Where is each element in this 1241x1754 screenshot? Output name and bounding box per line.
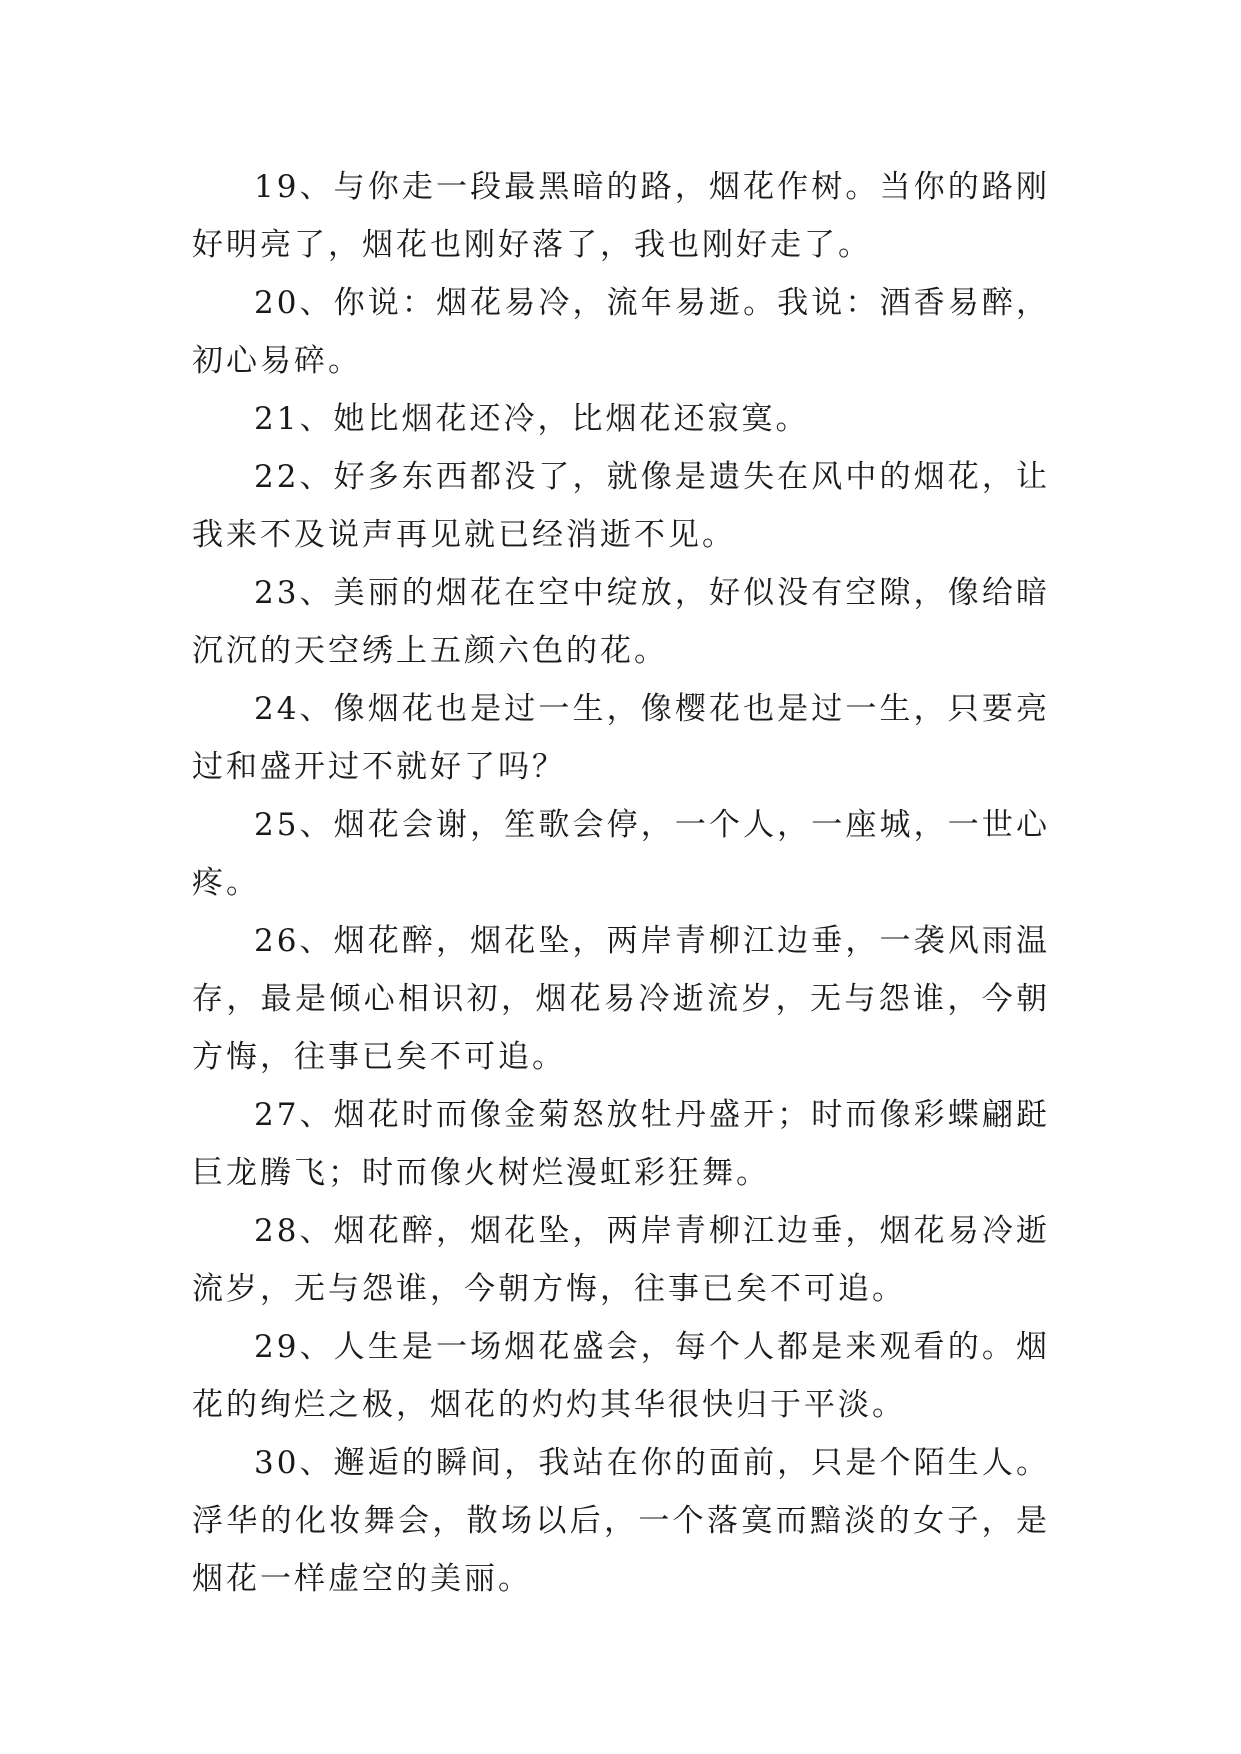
paragraph-27: 27、烟花时而像金菊怒放牡丹盛开；时而像彩蝶翩跹巨龙腾飞；时而像火树烂漫虹彩狂舞。: [192, 1097, 1050, 1191]
document-body: [192, 158, 1050, 1608]
paragraph-22: 22、好多东西都没了，就像是遗失在风中的烟花，让我来不及说声再见就已经消逝不见。: [192, 459, 1050, 553]
paragraph-30: 30、邂逅的瞬间，我站在你的面前，只是个陌生人。浮华的化妆舞会，散场以后，一个落寞而黯淡的女子，是烟花一样虚空的美丽。: [192, 1445, 1050, 1597]
paragraph-19: 19、与你走一段最黑暗的路，烟花作树。当你的路刚好明亮了，烟花也刚好落了，我也刚好走了。: [192, 169, 1050, 263]
paragraph-26: 26、烟花醉，烟花坠，两岸青柳江边垂，一袭风雨温存，最是倾心相识初，烟花易冷逝流岁，无与怨谁，今朝方悔，往事已矣不可追。: [192, 923, 1050, 1075]
paragraph-28: 28、烟花醉，烟花坠，两岸青柳江边垂，烟花易冷逝流岁，无与怨谁，今朝方悔，往事已矣不可追。: [192, 1213, 1050, 1307]
paragraph-29: 29、人生是一场烟花盛会，每个人都是来观看的。烟花的绚烂之极，烟花的灼灼其华很快归于平淡。: [192, 1329, 1050, 1423]
paragraph-23: 23、美丽的烟花在空中绽放，好似没有空隙，像给暗沉沉的天空绣上五颜六色的花。: [192, 575, 1050, 669]
paragraph-25: 25、烟花会谢，笙歌会停，一个人，一座城，一世心疼。: [192, 807, 1050, 901]
paragraph-21: 21、她比烟花还冷，比烟花还寂寞。: [254, 401, 810, 437]
paragraph-20: 20、你说：烟花易冷，流年易逝。我说：酒香易醉，初心易碎。: [192, 285, 1050, 379]
paragraph-24: 24、像烟花也是过一生，像樱花也是过一生，只要亮过和盛开过不就好了吗？: [192, 691, 1050, 785]
